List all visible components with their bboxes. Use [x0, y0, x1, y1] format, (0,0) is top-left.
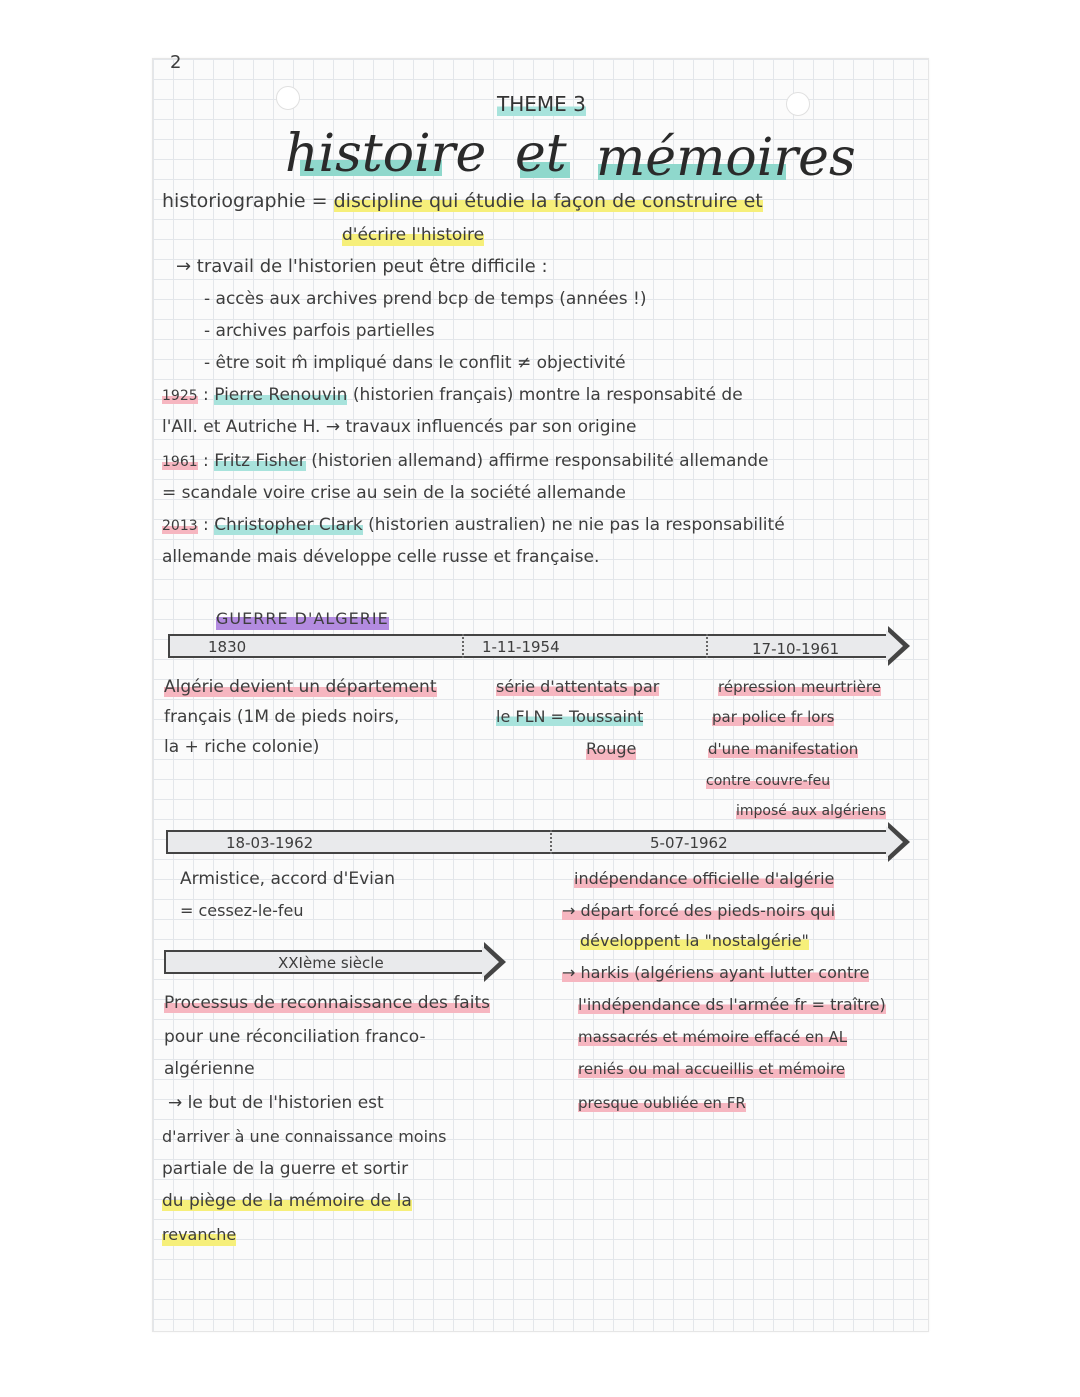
col3-line2: par police fr lors — [712, 708, 835, 726]
intro-bullet2: - archives parfois partielles — [204, 321, 435, 341]
col3-line3: d'une manifestation — [708, 740, 859, 758]
col2-line1: série d'attentats par — [496, 677, 660, 696]
title-word-memoires: mémoires — [596, 128, 856, 188]
timeline1-date-1830: 1830 — [208, 638, 247, 656]
independence-line3: développent la "nostalgérie" — [580, 931, 809, 950]
independence-line1: indépendance officielle d'algérie — [574, 869, 835, 888]
xxi-line6: partiale de la guerre et sortir — [162, 1159, 409, 1179]
historian-2013-line1: 2013 : Christopher Clark (historien australien) ne nie pas la responsabilité — [162, 515, 785, 535]
intro-line1: historiographie = discipline qui étudie la façon de construire et — [162, 190, 763, 212]
historian-1925-line1: 1925 : Pierre Renouvin (historien français) montre la responsabité de — [162, 385, 743, 405]
timeline1-date-1954: 1-11-1954 — [482, 638, 560, 656]
timeline-tick — [706, 634, 708, 658]
independence-line2: → départ forcé des pieds-noirs qui — [562, 901, 836, 920]
timeline-arrow-head-fill — [886, 630, 903, 662]
algeria-heading: GUERRE D'ALGERIE — [216, 609, 389, 628]
timeline-arrow-head-fill — [482, 946, 499, 978]
timeline1-date-1961: 17-10-1961 — [752, 640, 840, 658]
timeline3-label: XXIème siècle — [278, 954, 384, 972]
col3-line4: contre couvre-feu — [706, 773, 831, 789]
punch-hole — [276, 86, 300, 110]
historian-1961-line1: 1961 : Fritz Fisher (historien allemand) affirme responsabilité allemande — [162, 451, 769, 471]
col1-line1: Algérie devient un département — [164, 677, 437, 697]
punch-hole — [786, 92, 810, 116]
xxi-line2: pour une réconciliation franco- — [164, 1027, 426, 1047]
intro-line2: d'écrire l'histoire — [342, 225, 485, 245]
armistice-line1: Armistice, accord d'Evian — [180, 869, 396, 889]
timeline-tick — [550, 830, 552, 854]
title-word-et: et — [515, 124, 567, 184]
intro-bullet1: - accès aux archives prend bcp de temps (années !) — [204, 289, 647, 309]
independence-line4: → harkis (algériens ayant lutter contre — [562, 963, 870, 982]
xxi-line5: d'arriver à une connaissance moins — [162, 1127, 447, 1146]
theme-label: THEME 3 — [497, 92, 586, 116]
timeline2-date-armistice: 18-03-1962 — [226, 834, 314, 852]
xxi-line3: algérienne — [164, 1059, 255, 1079]
historian-1925-line2: l'All. et Autriche H. → travaux influencés par son origine — [162, 417, 637, 437]
col3-line1: répression meurtrière — [718, 678, 881, 696]
independence-line6: massacrés et mémoire effacé en AL — [578, 1028, 848, 1046]
col3-line5: imposé aux algériens — [736, 803, 886, 819]
page-number: 2 — [170, 52, 182, 73]
xxi-line1: Processus de reconnaissance des faits — [164, 993, 490, 1013]
independence-line8: presque oubliée en FR — [578, 1094, 746, 1112]
timeline-arrow-head-fill — [886, 826, 903, 858]
independence-line7: reniés ou mal accueillis et mémoire — [578, 1060, 846, 1078]
intro-bullet3: - être soit m̂ impliqué dans le conflit ≠ objectivité — [204, 353, 626, 373]
armistice-line2: = cessez-le-feu — [180, 901, 304, 920]
historian-2013-line2: allemande mais développe celle russe et française. — [162, 547, 600, 567]
title-word-histoire: histoire — [285, 124, 487, 184]
col2-line3: Rouge — [586, 739, 637, 758]
timeline2-date-independence: 5-07-1962 — [650, 834, 728, 852]
col2-line2: le FLN = Toussaint — [496, 707, 644, 726]
col1-line3: la + riche colonie) — [164, 737, 320, 757]
col1-line2: français (1M de pieds noirs, — [164, 707, 400, 727]
historian-1961-line2: = scandale voire crise au sein de la société allemande — [162, 483, 626, 503]
intro-line3: → travail de l'historien peut être difficile : — [176, 256, 548, 277]
xxi-line7: du piège de la mémoire de la — [162, 1191, 412, 1211]
xxi-line4: → le but de l'historien est — [168, 1093, 384, 1113]
timeline-tick — [462, 634, 464, 658]
xxi-line8: revanche — [162, 1225, 237, 1244]
independence-line5: l'indépendance ds l'armée fr = traître) — [578, 995, 886, 1014]
